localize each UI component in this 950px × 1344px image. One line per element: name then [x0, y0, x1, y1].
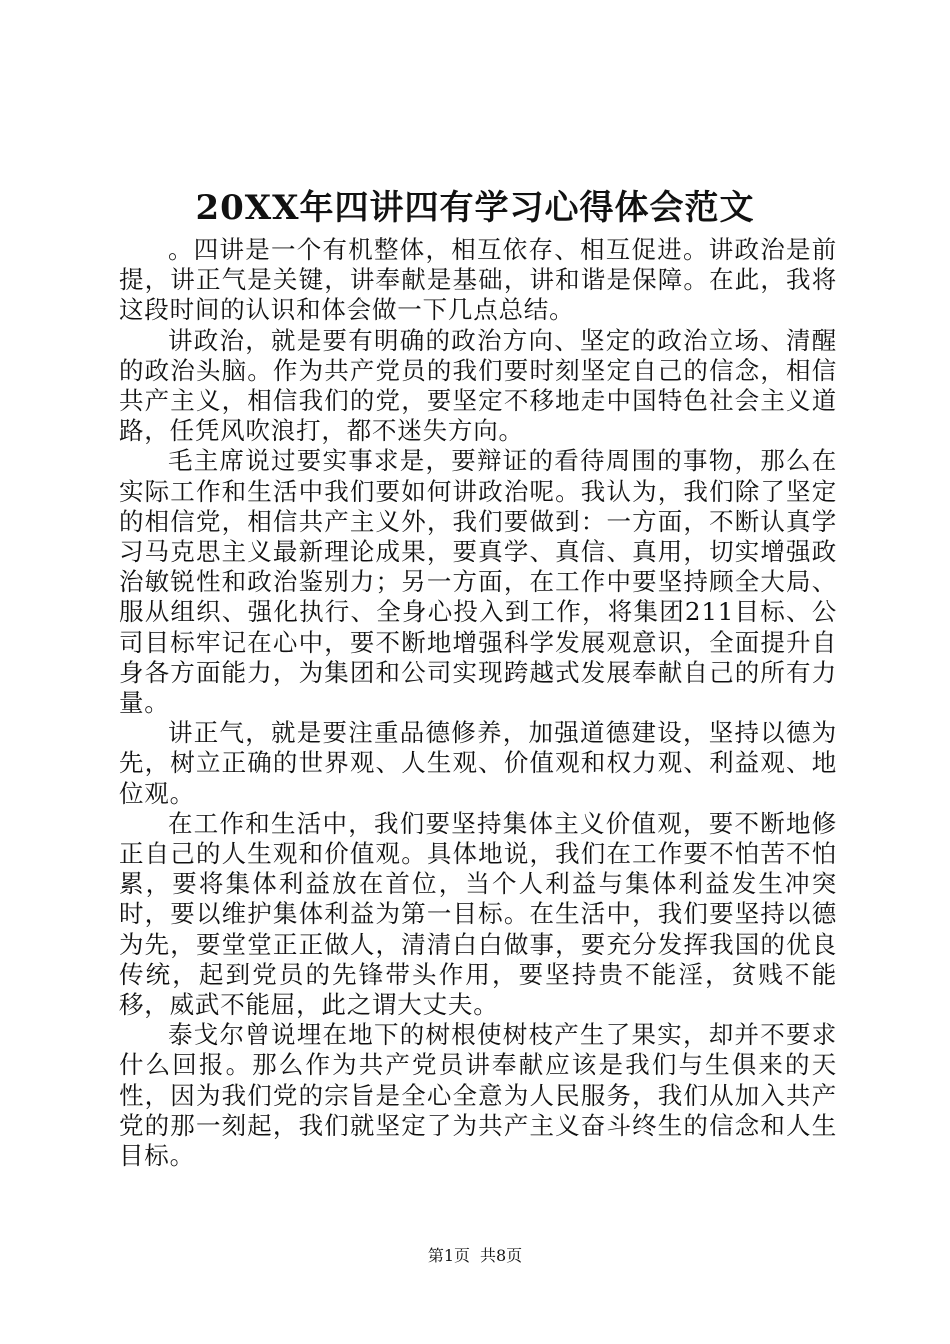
document-title: 20XX年四讲四有学习心得体会范文 [195, 188, 755, 228]
paragraph-5: 在工作和生活中，我们要坚持集体主义价值观，要不断地修正自己的人生观和价值观。具体地说，我们在工作要不怕苦不怕累，要将集体利益放在首位，当个人利益与集体利益发生冲突时，要以维护集体利益为第一目标。在生活中，我们要坚持以德为先，要堂堂正正做人，清清白白做事，要充分发挥我国的优良传统，起到党员的先锋带头作用，要坚持贵不能淫，贫贱不能移，威武不能屈，此之谓大丈夫。 [119, 808, 837, 1020]
paragraph-6: 泰戈尔曾说埋在地下的树根使树枝产生了果实，却并不要求什么回报。那么作为共产党员讲奉献应该是我们与生俱来的天性，因为我们党的宗旨是全心全意为人民服务，我们从加入共产党的那一刻起，我们就坚定了为共产主义奋斗终生的信念和人生目标。 [119, 1020, 837, 1171]
document-body [119, 235, 837, 1171]
page-number: 第1页 [427, 1246, 470, 1265]
page-total: 共8页 [480, 1246, 523, 1265]
paragraph-1: 。四讲是一个有机整体，相互依存、相互促进。讲政治是前提，讲正气是关键，讲奉献是基础，讲和谐是保障。在此，我将这段时间的认识和体会做一下几点总结。 [119, 235, 837, 325]
page-footer [0, 1246, 950, 1266]
paragraph-4: 讲正气，就是要注重品德修养，加强道德建设，坚持以德为先，树立正确的世界观、人生观、价值观和权力观、利益观、地位观。 [119, 718, 837, 808]
paragraph-2: 讲政治，就是要有明确的政治方向、坚定的政治立场、清醒的政治头脑。作为共产党员的我们要时刻坚定自己的信念，相信共产主义，相信我们的党，要坚定不移地走中国特色社会主义道路，任凭风吹浪打，都不迷失方向。 [119, 325, 837, 446]
paragraph-3: 毛主席说过要实事求是，要辩证的看待周围的事物，那么在实际工作和生活中我们要如何讲政治呢。我认为，我们除了坚定的相信党，相信共产主义外，我们要做到：一方面，不断认真学习马克思主义最新理论成果，要真学、真信、真用，切实增强政治敏锐性和政治鉴别力；另一方面，在工作中要坚持顾全大局、服从组织、强化执行、全身心投入到工作，将集团211目标、公司目标牢记在心中，要不断地增强科学发展观意识，全面提升自身各方面能力，为集团和公司实现跨越式发展奉献自己的所有力量。 [119, 446, 837, 718]
